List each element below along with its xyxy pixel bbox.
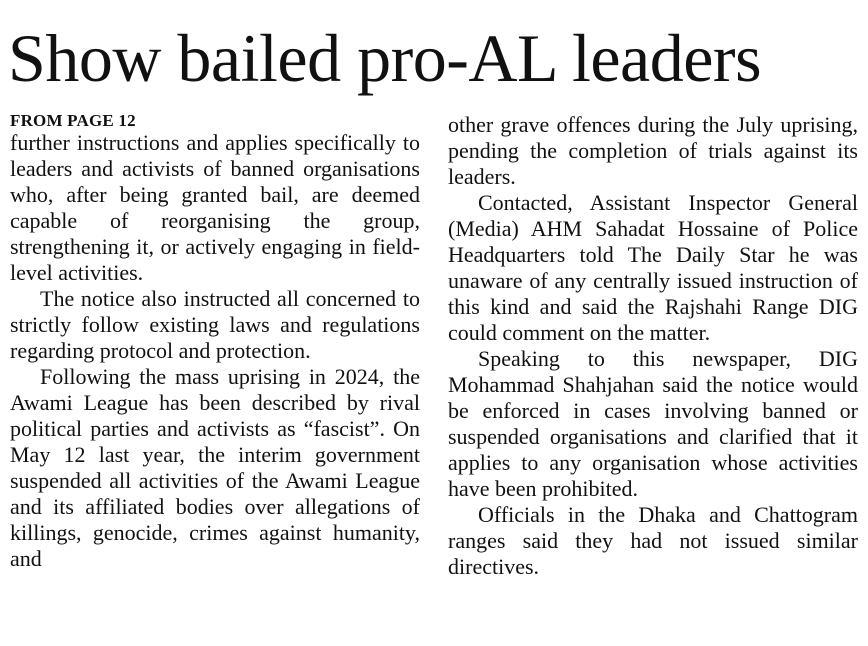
article-column-right [448,112,858,580]
continuation-kicker: FROM PAGE 12 [10,111,136,130]
paragraph: Contacted, Assistant Inspector General (Media) AHM Sahadat Hossaine of Police Headquarters told The Daily Star he was unaware of any centrally issued instruction of this kind and said the Rajshahi Range DIG could comment on the matter. [448,190,858,345]
paragraph: Officials in the Dhaka and Chattogram ranges said they had not issued similar directives. [448,502,858,579]
paragraph: further instructions and applies specifically to leaders and activists of banned organisations who, after being granted bail, are deemed capable of reorganising the group, strengthening it, or actively engaging in field-level activities. [10,130,420,285]
paragraph: Speaking to this newspaper, DIG Mohammad Shahjahan said the notice would be enforced in cases involving banned or suspended organisations and clarified that it applies to any organisation whose activities have been prohibited. [448,346,858,501]
paragraph: other grave offences during the July uprising, pending the completion of trials against its leaders. [448,112,858,189]
article-column-left [10,112,420,572]
paragraph: Following the mass uprising in 2024, the Awami League has been described by rival political parties and activists as “fascist”. On May 12 last year, the interim government suspended all activities of the Awami League and its affiliated bodies over allegations of killings, genocide, crimes against humanity, and [10,364,420,571]
paragraph: The notice also instructed all concerned to strictly follow existing laws and regulations regarding protocol and protection. [10,286,420,363]
headline: Show bailed pro-AL leaders [8,20,762,96]
